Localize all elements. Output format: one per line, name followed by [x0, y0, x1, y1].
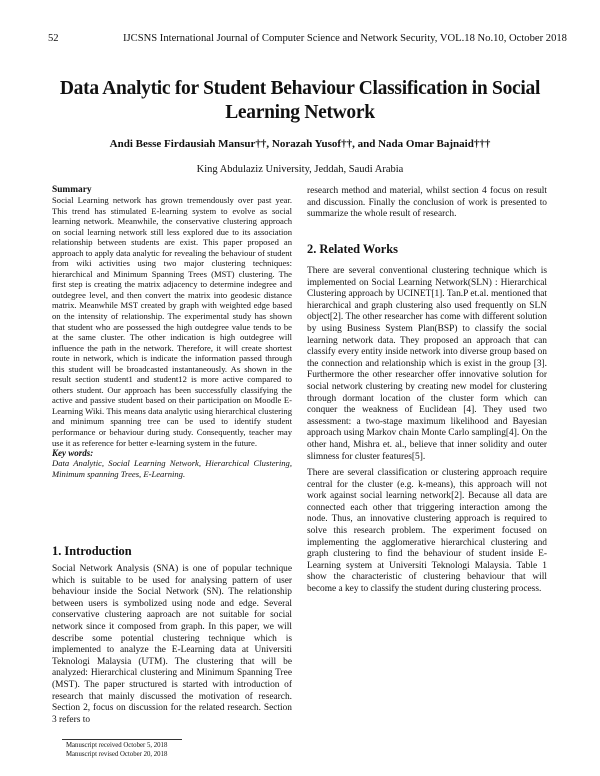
footnote-revised: Manuscript revised October 20, 2018	[66, 751, 168, 758]
right-top-text: research method and material, whilst section 4 focus on result and discussion. Finally the conclusion of work is presented to summarize the whole result of research.	[307, 186, 547, 220]
summary-heading: Summary	[52, 185, 92, 195]
related-text-2: There are several classification or clustering approach require central for the cluster (e.g. k-means), this approach will not work against social learning network[2]. Because all data are connected each other that triggering interaction among the node. Thus, an innovative clustering approach is required to solve this research problem. The experiment focused on implementing the agglomerative hierarchical clustering and graph clustering to find the behaviour of student inside E-Learning system at Universiti Teknologi Malaysia. Table 1 show the characteristic of clustering behaviour that will become a key to classify the student during clustering process.	[307, 468, 547, 594]
footnote-rule	[62, 739, 182, 740]
related-heading: 2. Related Works	[307, 242, 398, 256]
intro-heading: 1. Introduction	[52, 544, 132, 558]
keywords-text: Data Analytic, Social Learning Network, Hierarchical Clustering, Minimum spanning Trees, E-Learning.	[52, 458, 292, 479]
page-number: 52	[48, 33, 59, 44]
footnote-received: Manuscript received October 5, 2018	[66, 742, 168, 749]
authors: Andi Besse Firdausiah Mansur††, Norazah Yusof††, and Nada Omar Bajnaid†††	[109, 138, 491, 150]
summary-section	[52, 185, 292, 479]
affiliation: King Abdulaziz University, Jeddah, Saudi Arabia	[196, 164, 404, 175]
related-text-1: There are several conventional clustering technique which is implemented on Social Learning Network(SLN) : Hierarchical Clustering approach by UCINET[1]. Tan.P et.al. mentioned that hierarchical and graph clustering also used frequently on SLN object[2]. The other researcher has come with different solution by using Business System Plan(BSP) to classify the social learning network data. They proposed an approach that can classify every entity inside network into diverse group based on the connection and relationship which is exist in the group [3]. Furthermore the other researcher offer innovative solution for social network clustering by creating new model for clustering through dormant location of the cluster form which can conquer the weakness of Euclidean [4]. They used two assessment: a two-stage maximum likelihood and Bayesian approach using Markov chain Monte Carlo sampling[4]. On the other hand, Mishra et. al., believe that inner solidity and outer slimness for cluster features[5].	[307, 266, 547, 462]
paper-title: Data Analytic for Student Behaviour Classification in Social Learning Network	[59, 78, 541, 123]
keywords-heading: Key words:	[52, 448, 94, 459]
journal-header: IJCSNS International Journal of Computer Science and Network Security, VOL.18 No.10, October 2018	[123, 33, 567, 44]
summary-text: Social Learning network has grown tremendously over past year. This trend has stimulated E-learning system to evolve as social learning network. Meanwhile, the conservative clustering approach on social learning network still less explored due to its association relationship between students are exist. This paper proposed an approach to apply data analytic for revealing the behaviour of student from wiki activities using two major clustering techniques: hierarchical and Minimum Spanning Trees (MST) clustering. The first step is creating the matrix adjacency to determine indegree and outdegree level, and then convert the matrix into geodesic distance matrix. Meanwhile MST created by graph with weighted edge based on the intensity of relationship. The experimental study has shown that student who are possessed the high outdegree value tends to be at the same cluster. The other indication is high outdegree will influence the path in the network. Therefore, it will create shortest route in network, which is indicate the information passed through this student will be broadcasted instantaneously. As shown in the result section student1 and student12 is more active compared to others student. Our approach has been successfully classifying the active and passive student based on their participation on Moodle E-Learning Wiki. This means data analytic using hierarchical clustering and minimum spanning tree can be used to identify student performance or behaviour during study. Consequently, teacher may use it as reference for better e-learning system in the future.	[52, 195, 292, 448]
intro-text: Social Network Analysis (SNA) is one of popular technique which is suitable to be used for analysing pattern of user behaviour inside the Social Network (SN). The relationship between users is symbolized using node and edge. Several conservative clustering aaproach are not suitable for social network since it composed from graph. In this paper, we will describe some potential clustering technique which is implemented to analyze the E-Learning data at Universiti Teknologi Malaysia (UTM). The clustering that will be analyzed: Hierarchical clustering and Minimum Spanning Tree (MST). The paper structured is started with introduction of research that mainly discussed the motivation of research. Section 2, focus on discussion for the related research. Section 3 refers to	[52, 564, 292, 725]
